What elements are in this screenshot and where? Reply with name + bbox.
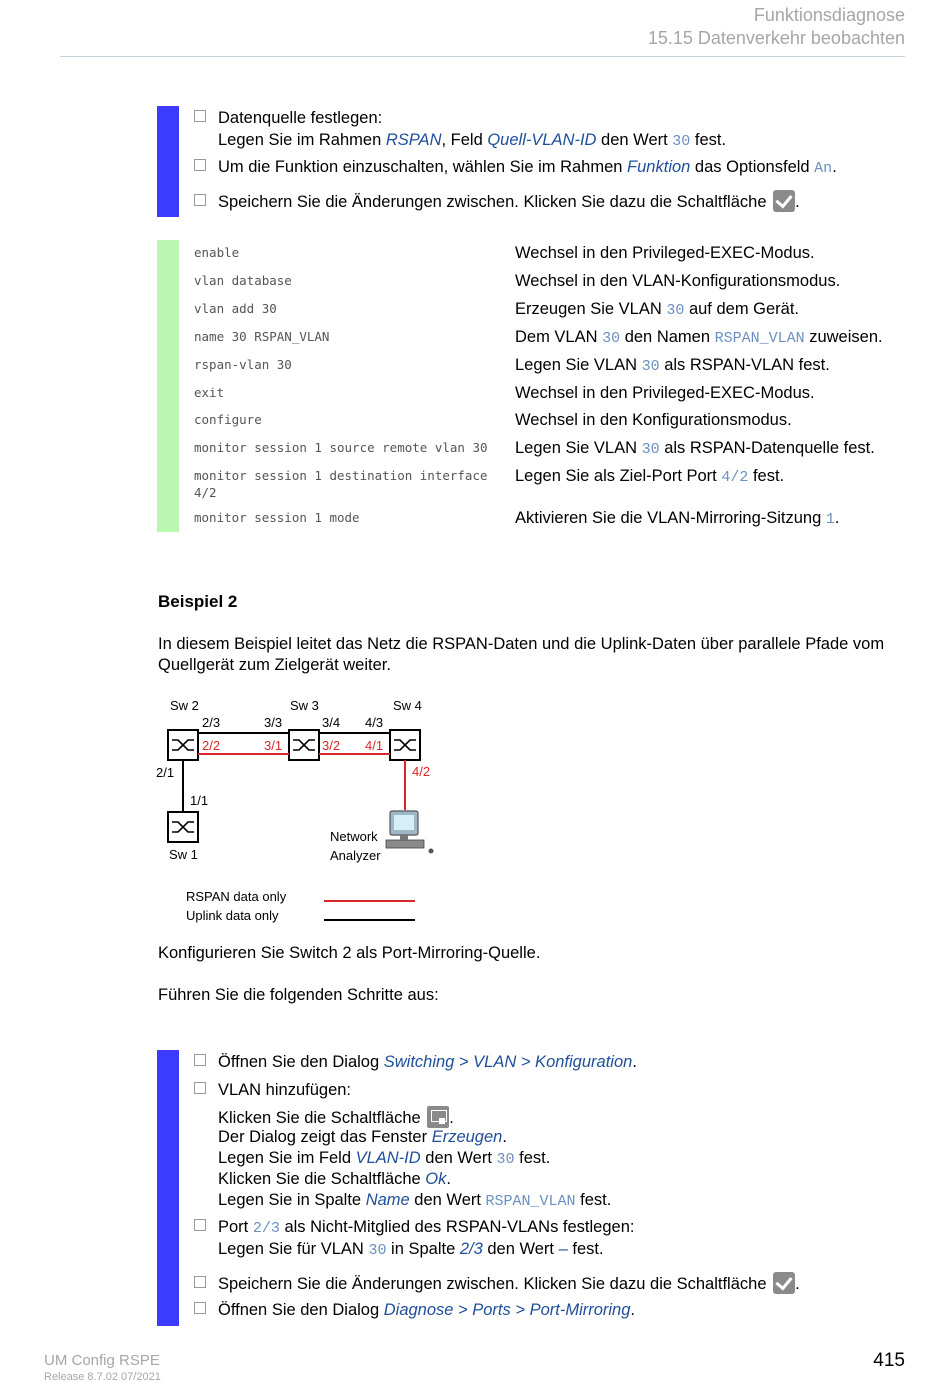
sw1-switch-icon: [168, 812, 198, 842]
step-datenquelle: Datenquelle festlegen:: [194, 108, 382, 129]
cli-description: Wechsel in den Privileged-EXEC-Modus.: [515, 384, 815, 402]
cli-command: monitor session 1 mode: [194, 510, 360, 525]
port-label: 4/3: [365, 715, 384, 730]
step-add-vlan-detail: Klicken Sie die Schaltfläche .: [218, 1106, 454, 1129]
cli-description: Aktivieren Sie die VLAN-Mirroring-Sitzung 1.: [515, 509, 840, 528]
step-speichern: Speichern Sie die Änderungen zwischen. Klicken Sie dazu die Schaltfläche .: [194, 1272, 800, 1295]
cli-command: monitor session 1 source remote vlan 30: [194, 440, 488, 455]
cli-description: Legen Sie als Ziel-Port Port 4/2 fest.: [515, 467, 785, 486]
port-label: 3/3: [264, 715, 283, 730]
checkbox-icon: [194, 1054, 206, 1066]
cli-command: vlan database: [194, 273, 292, 288]
step-add-vlan-detail: Legen Sie in Spalte Name den Wert RSPAN_VLAN fest.: [218, 1191, 612, 1210]
save-check-icon: [773, 190, 795, 212]
cli-description: Wechsel in den VLAN-Konfigurationsmodus.: [515, 272, 841, 290]
sw3-switch-icon: [289, 730, 319, 760]
legend-uplink-label: Uplink data only: [186, 908, 279, 923]
checkbox-icon: [194, 194, 206, 206]
port-label: 1/1: [190, 793, 209, 808]
port-label: 3/2: [322, 738, 341, 753]
cli-command: vlan add 30: [194, 301, 277, 316]
section-title: 15.15 Datenverkehr beobachten: [647, 28, 905, 48]
checkbox-icon: [194, 1276, 206, 1288]
sw2-switch-icon: [168, 730, 198, 760]
footer-doc-title: UM Config RSPE: [44, 1352, 160, 1369]
cli-description: Erzeugen Sie VLAN 30 auf dem Gerät.: [515, 300, 799, 319]
checkbox-icon: [194, 1082, 206, 1094]
port-label: 2/2: [202, 738, 221, 753]
example-intro: In diesem Beispiel leitet das Netz die RSPAN-Daten und die Uplink-Daten über parallele Pfade vom Quellgerät zum Zielgerät weiter.: [158, 635, 885, 674]
step-port-nonmember: Port 2/3 als Nicht-Mitglied des RSPAN-VLANs festlegen:: [194, 1217, 634, 1239]
page-number: 415: [873, 1350, 905, 1371]
step-add-vlan-detail: Legen Sie im Feld VLAN-ID den Wert 30 fest.: [218, 1149, 551, 1168]
cli-command: name 30 RSPAN_VLAN: [194, 329, 330, 344]
port-label: 3/1: [264, 738, 283, 753]
create-icon: [427, 1106, 449, 1128]
port-label: 2/1: [156, 765, 175, 780]
sw4-switch-icon: [390, 730, 420, 760]
cli-bar: [157, 240, 179, 532]
sw1-label: Sw 1: [169, 847, 198, 862]
header-rule: [60, 56, 905, 57]
cli-command: rspan-vlan 30: [194, 357, 292, 372]
analyzer-label: Network: [330, 829, 378, 844]
step-add-vlan-detail: Der Dialog zeigt das Fenster Erzeugen.: [218, 1128, 507, 1146]
cli-description: Wechsel in den Privileged-EXEC-Modus.: [515, 244, 815, 262]
port-label: 3/4: [322, 715, 341, 730]
checkbox-icon: [194, 1219, 206, 1231]
sw3-label: Sw 3: [290, 698, 319, 713]
network-diagram: [150, 690, 470, 930]
step-bar: [157, 106, 179, 217]
sw4-label: Sw 4: [393, 698, 422, 713]
step-add-vlan-detail: Klicken Sie die Schaltfläche Ok.: [218, 1170, 451, 1188]
sw2-label: Sw 2: [170, 698, 199, 713]
checkbox-icon: [194, 159, 206, 171]
cli-command: enable: [194, 245, 240, 260]
checkbox-icon: [194, 1302, 206, 1314]
paragraph-steps: Führen Sie die folgenden Schritte aus:: [158, 986, 439, 1004]
cli-description: Dem VLAN 30 den Namen RSPAN_VLAN zuweisen.: [515, 328, 883, 347]
step-port-nonmember-detail: Legen Sie für VLAN 30 in Spalte 2/3 den Wert – fest.: [218, 1240, 604, 1259]
step-datenquelle-detail: Legen Sie im Rahmen RSPAN, Feld Quell-VLAN-ID den Wert 30 fest.: [218, 131, 727, 150]
step-add-vlan: VLAN hinzufügen:: [194, 1080, 351, 1101]
analyzer-label: Analyzer: [330, 848, 381, 863]
save-check-icon: [773, 1272, 795, 1294]
step-open-port-mirroring: Öffnen Sie den Dialog Diagnose > Ports > Port-Mirroring.: [194, 1300, 635, 1321]
example-heading: Beispiel 2: [158, 592, 238, 611]
checkbox-icon: [194, 110, 206, 122]
cli-description: Legen Sie VLAN 30 als RSPAN-VLAN fest.: [515, 356, 830, 375]
paragraph-source: Konfigurieren Sie Switch 2 als Port-Mirroring-Quelle.: [158, 944, 541, 962]
step-funktion: Um die Funktion einzuschalten, wählen Sie im Rahmen Funktion das Optionsfeld An.: [194, 157, 837, 179]
step-speichern: Speichern Sie die Änderungen zwischen. Klicken Sie dazu die Schaltfläche .: [194, 190, 800, 213]
step-open-vlan-dialog: Öffnen Sie den Dialog Switching > VLAN > Konfiguration.: [194, 1052, 637, 1073]
cli-description: Wechsel in den Konfigurationsmodus.: [515, 411, 792, 429]
cli-command: monitor session 1 destination interface 4/2: [194, 468, 488, 500]
step-bar: [157, 1050, 179, 1326]
legend-rspan-label: RSPAN data only: [186, 889, 287, 904]
port-label: 4/1: [365, 738, 384, 753]
chapter-title: Funktionsdiagnose: [753, 5, 905, 25]
cli-command: exit: [194, 385, 225, 400]
cli-description: Legen Sie VLAN 30 als RSPAN-Datenquelle fest.: [515, 439, 875, 458]
network-analyzer-icon: [386, 811, 434, 854]
port-label: 2/3: [202, 715, 221, 730]
cli-command: configure: [194, 412, 262, 427]
footer-release: Release 8.7.02 07/2021: [44, 1371, 161, 1383]
port-label: 4/2: [412, 764, 431, 779]
